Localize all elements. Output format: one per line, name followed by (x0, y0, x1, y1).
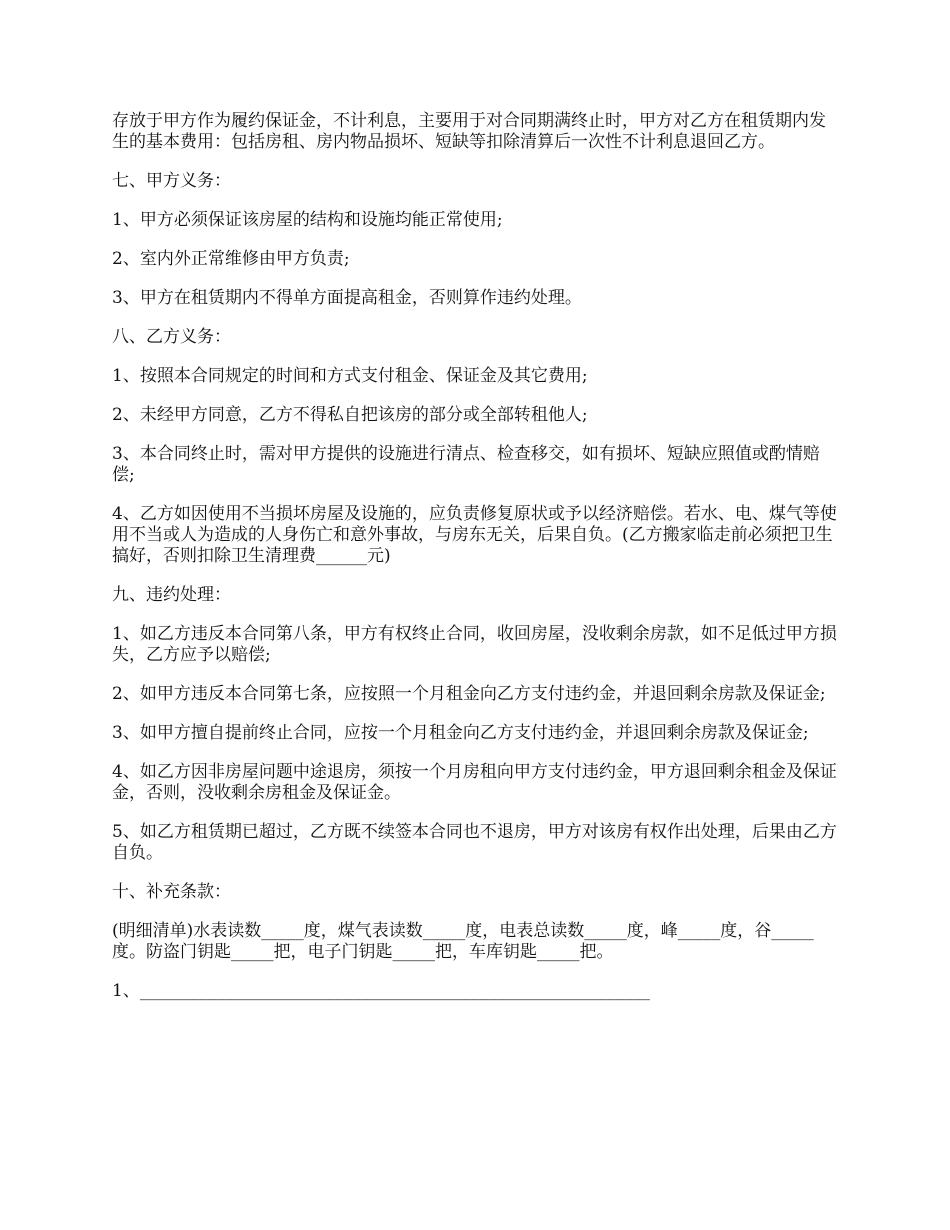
section-heading-party-b-obligations: 八、乙方义务： (112, 327, 231, 347)
party-b-obligation-3: 3、本合同终止时，需对甲方提供的设施进行清点、检查移交，如有损坏、短缺应照值或酌情赔偿; (112, 444, 820, 485)
section-heading-breach: 九、违约处理： (112, 585, 231, 605)
document-body (112, 111, 837, 1020)
section-heading-party-a-obligations: 七、甲方义务： (112, 171, 231, 191)
supplementary-item-1-blank: 1、____________________________________________________________ (112, 981, 650, 1001)
party-a-obligation-1: 1、甲方必须保证该房屋的结构和设施均能正常使用; (112, 210, 503, 230)
party-b-obligation-2: 2、未经甲方同意，乙方不得私自把该房的部分或全部转租他人; (112, 405, 588, 425)
section-heading-supplementary: 十、补充条款： (112, 882, 231, 902)
breach-clause-3: 3、如甲方擅自提前终止合同，应按一个月租金向乙方支付违约金，并退回剩余房款及保证金; (112, 723, 809, 743)
party-a-obligation-2: 2、室内外正常维修由甲方负责; (112, 249, 350, 269)
party-a-obligation-3: 3、甲方在租赁期内不得单方面提高租金，否则算作违约处理。 (112, 288, 582, 308)
breach-clause-2: 2、如甲方违反本合同第七条，应按照一个月租金向乙方支付违约金，并退回剩余房款及保证金; (112, 684, 826, 704)
breach-clause-5: 5、如乙方租赁期已超过，乙方既不续签本合同也不退房，甲方对该房有权作出处理，后果由乙方自负。 (112, 822, 837, 863)
deposit-clause-continuation: 存放于甲方作为履约保证金，不计利息，主要用于对合同期满终止时，甲方对乙方在租赁期内发生的基本费用：包括房租、房内物品损坏、短缺等扣除清算后一次性不计利息退回乙方。 (112, 111, 826, 152)
breach-clause-1: 1、如乙方违反本合同第八条，甲方有权终止合同，收回房屋，没收剩余房款，如不足低过甲方损失，乙方应予以赔偿; (112, 624, 837, 665)
breach-clause-4: 4、如乙方因非房屋问题中途退房，须按一个月房租向甲方支付违约金，甲方退回剩余租金及保证金，否则，没收剩余房租金及保证金。 (112, 762, 837, 803)
party-b-obligation-4: 4、乙方如因使用不当损坏房屋及设施的，应负责修复原状或予以经济赔偿。若水、电、煤气等使用不当或人为造成的人身伤亡和意外事故，与房东无关，后果自负。(乙方搬家临走前必须把卫生搞好，否则扣除卫生清理费______元) (112, 504, 837, 566)
meter-reading-checklist: (明细清单)水表读数_____度，煤气表读数_____度，电表总读数_____度，峰_____度，谷_____度。防盗门钥匙_____把，电子门钥匙_____把，车库钥匙_____把。 (112, 921, 814, 962)
party-b-obligation-1: 1、按照本合同规定的时间和方式支付租金、保证金及其它费用; (112, 366, 588, 386)
